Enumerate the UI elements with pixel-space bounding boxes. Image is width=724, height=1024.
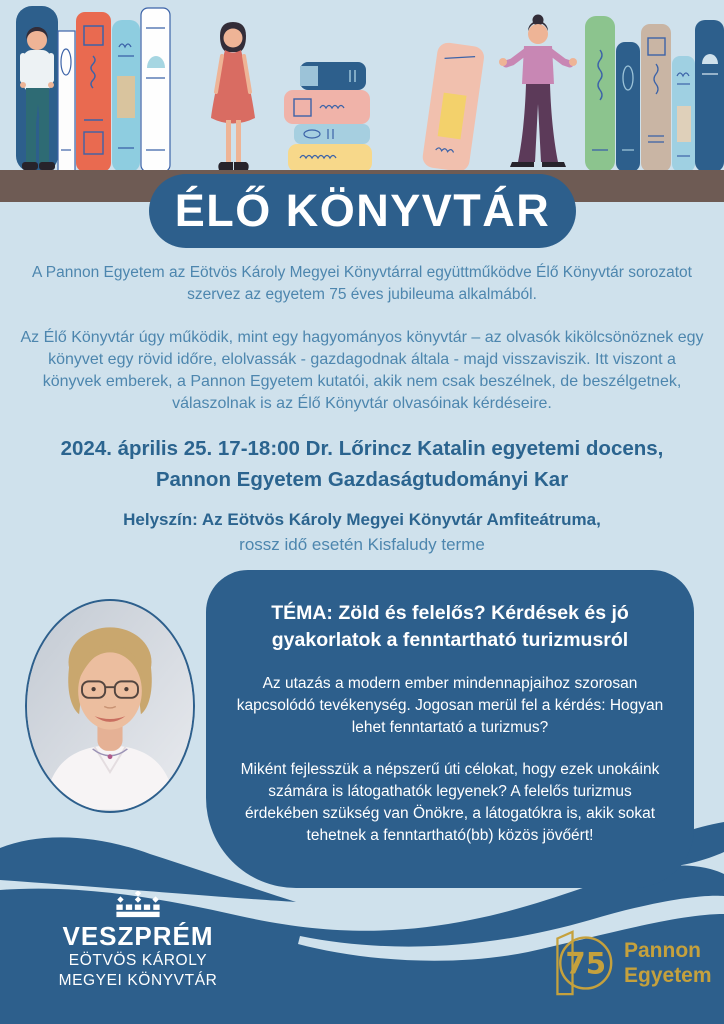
- venue-block: [32, 508, 692, 557]
- university-logo: [548, 928, 712, 998]
- library-logo: [53, 891, 223, 991]
- topic-heading: TÉMA: Zöld és felelős? Kérdések és jó gyakorlatok a fenntartható turizmusról: [271, 602, 629, 652]
- topic-paragraph-2: Miként fejlesszük a népszerű úti célokat, hogy ezek unokáink számára is látogathatók legyenek? A felelős turizmus érdekében szükség van Önökre, a látogatókra is, akik sokat tehetnek a fenntartható(bb) közös jövőért!: [240, 760, 660, 844]
- library-city-label: VESZPRÉM: [62, 921, 214, 951]
- bookshelf-illustration-icon: [0, 0, 724, 202]
- anniversary-75-icon: [548, 928, 614, 998]
- venue-fallback: rossz idő esetén Kisfaludy terme: [239, 534, 485, 554]
- title-banner: [149, 174, 576, 248]
- library-org-line1: EÖTVÖS KÁROLY: [68, 951, 208, 969]
- university-name-line1: Pannon: [624, 938, 701, 962]
- library-org-line2: MEGYEI KÖNYVTÁR: [58, 971, 218, 989]
- university-name: [624, 938, 712, 988]
- speaker-photo: [25, 599, 195, 813]
- svg-text:75: 75: [565, 946, 607, 981]
- intro-paragraph: A Pannon Egyetem az Eötvös Károly Megyei Könyvtárral együttműködve Élő Könyvtár sorozatot szervez az egyetem 75 éves jubileuma alkalmából.: [32, 264, 692, 304]
- crown-icon: [109, 891, 167, 918]
- topic-box: [206, 570, 694, 888]
- university-name-line2: Egyetem: [624, 964, 712, 987]
- description-paragraph: Az Élő Könyvtár úgy működik, mint egy hagyományos könyvtár – az olvasók kikölcsönöznek egy könyvet egy rövid időre, elolvassák - gazdagodnak általa - majd visszaviszik. Itt viszont a könyvek emberek, a Pannon Egyetem kutatói, akik nem csak beszélnek, de beszélgetnek, válaszolnak is az Élő Könyvtár olvasóinak kérdéseire.: [20, 329, 704, 413]
- woman-pink-shirt-figure: [499, 15, 577, 168]
- leaning-book: [421, 41, 485, 172]
- woman-red-dress-figure: [211, 22, 255, 170]
- page-title: ÉLŐ KÖNYVTÁR: [174, 185, 551, 236]
- topic-paragraph-1: Az utazás a modern ember mindennapjaihoz szorosan kapcsolódó tevékenység. Jogosan merül fel a kérdés: Hogyan lehet fenntartató a turizmus?: [236, 674, 664, 736]
- venue-main: Helyszín: Az Eötvös Károly Megyei Könyvtár Amfiteátruma,: [123, 510, 601, 529]
- book-stack: [284, 62, 372, 172]
- event-datetime-speaker: 2024. április 25. 17-18:00 Dr. Lőrincz Katalin egyetemi docens, Pannon Egyetem Gazdaságtudományi Kar: [60, 437, 664, 491]
